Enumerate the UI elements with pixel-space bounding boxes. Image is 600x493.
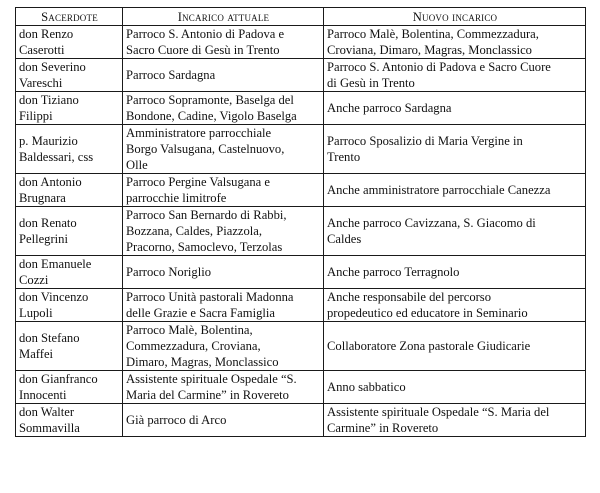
cell-text-line: don Vincenzo: [19, 290, 89, 304]
table-row: [16, 322, 586, 371]
table-row: [16, 26, 586, 59]
cell-nuovo-incarico: [324, 174, 586, 207]
cell-nuovo-incarico: [324, 207, 586, 256]
cell-text-line: Filippi: [19, 109, 53, 123]
cell-text-line: Parroco Sardagna: [126, 68, 216, 82]
cell-sacerdote: [16, 256, 123, 289]
cell-incarico-attuale: [123, 256, 324, 289]
cell-text-line: Parroco Pergine Valsugana e: [126, 175, 270, 189]
cell-incarico-attuale: [123, 59, 324, 92]
cell-sacerdote: [16, 59, 123, 92]
cell-text-line: Anche parroco Terragnolo: [327, 265, 460, 279]
cell-text-line: Parroco Sposalizio di Maria Vergine in: [327, 134, 523, 148]
table-row: [16, 256, 586, 289]
cell-text-line: Sommavilla: [19, 421, 80, 435]
cell-nuovo-incarico: [324, 289, 586, 322]
cell-text-line: Assistente spirituale Ospedale “S.: [126, 372, 297, 386]
cell-incarico-attuale: [123, 174, 324, 207]
cell-nuovo-incarico: [324, 26, 586, 59]
cell-text-line: don Emanuele: [19, 257, 92, 271]
cell-text-line: Anche parroco Sardagna: [327, 101, 452, 115]
cell-text-line: Maffei: [19, 347, 54, 361]
cell-sacerdote: [16, 289, 123, 322]
cell-text-line: don Walter: [19, 405, 75, 419]
cell-text-line: Amministratore parrocchiale: [126, 126, 272, 140]
table-row: [16, 289, 586, 322]
cell-text-line: Parroco Sopramonte, Baselga del: [126, 93, 294, 107]
cell-text-line: Brugnara: [19, 191, 66, 205]
cell-text-line: Innocenti: [19, 388, 67, 402]
cell-text-line: delle Grazie e Sacra Famiglia: [126, 306, 275, 320]
cell-text-line: don Gianfranco: [19, 372, 98, 386]
table-row: [16, 92, 586, 125]
cell-incarico-attuale: [123, 404, 324, 437]
table-row: [16, 207, 586, 256]
cell-text-line: don Antonio: [19, 175, 82, 189]
cell-text-line: Vareschi: [19, 76, 63, 90]
cell-text-line: Dimaro, Magras, Monclassico: [126, 355, 279, 369]
cell-text-line: Bondone, Cadine, Vigolo Baselga: [126, 109, 297, 123]
cell-text-line: Lupoli: [19, 306, 53, 320]
cell-sacerdote: [16, 92, 123, 125]
cell-text-line: Anche responsabile del percorso: [327, 290, 492, 304]
header-sacerdote: Sacerdote: [16, 8, 123, 26]
cell-text-line: Caldes: [327, 232, 362, 246]
cell-incarico-attuale: [123, 289, 324, 322]
cell-text-line: don Severino: [19, 60, 86, 74]
cell-text-line: don Renzo: [19, 27, 74, 41]
table-row: [16, 371, 586, 404]
cell-text-line: propedeutico ed educatore in Seminario: [327, 306, 528, 320]
cell-nuovo-incarico: [324, 404, 586, 437]
cell-nuovo-incarico: [324, 256, 586, 289]
cell-nuovo-incarico: [324, 59, 586, 92]
cell-text-line: Collaboratore Zona pastorale Giudicarie: [327, 339, 531, 353]
cell-text-line: Parroco San Bernardo di Rabbi,: [126, 208, 287, 222]
cell-text-line: Assistente spirituale Ospedale “S. Maria del: [327, 405, 550, 419]
cell-text-line: Cozzi: [19, 273, 49, 287]
cell-text-line: Carmine” in Rovereto: [327, 421, 439, 435]
cell-text-line: Anche amministratore parrocchiale Canezza: [327, 183, 551, 197]
cell-text-line: Bozzana, Caldes, Piazzola,: [126, 224, 263, 238]
cell-text-line: Baldessari, css: [19, 150, 94, 164]
cell-sacerdote: [16, 404, 123, 437]
cell-text-line: parrocchie limitrofe: [126, 191, 227, 205]
cell-text-line: Parroco S. Antonio di Padova e Sacro Cuore: [327, 60, 551, 74]
table-row: [16, 59, 586, 92]
table-row: [16, 174, 586, 207]
cell-sacerdote: [16, 174, 123, 207]
cell-incarico-attuale: [123, 92, 324, 125]
cell-nuovo-incarico: [324, 92, 586, 125]
table-row: [16, 404, 586, 437]
header-row: [16, 8, 586, 26]
cell-text-line: Parroco Malè, Bolentina,: [126, 323, 253, 337]
cell-text-line: Sacro Cuore di Gesù in Trento: [126, 43, 280, 57]
cell-text-line: Già parroco di Arco: [126, 413, 227, 427]
cell-sacerdote: [16, 371, 123, 404]
cell-incarico-attuale: [123, 26, 324, 59]
cell-text-line: Caserotti: [19, 43, 65, 57]
header-nuovo-incarico: Nuovo incarico: [324, 8, 586, 26]
table-row: [16, 125, 586, 174]
cell-text-line: Pracorno, Samoclevo, Terzolas: [126, 240, 283, 254]
cell-nuovo-incarico: [324, 322, 586, 371]
cell-text-line: Croviana, Dimaro, Magras, Monclassico: [327, 43, 532, 57]
cell-incarico-attuale: [123, 125, 324, 174]
cell-text-line: don Stefano: [19, 331, 80, 345]
cell-nuovo-incarico: [324, 371, 586, 404]
cell-text-line: Parroco Noriglio: [126, 265, 211, 279]
cell-sacerdote: [16, 322, 123, 371]
cell-text-line: don Tiziano: [19, 93, 79, 107]
cell-sacerdote: [16, 125, 123, 174]
cell-text-line: Parroco S. Antonio di Padova e: [126, 27, 285, 41]
cell-text-line: Pellegrini: [19, 232, 68, 246]
cell-text-line: Maria del Carmine” in Rovereto: [126, 388, 289, 402]
header-incarico-attuale: Incarico attuale: [123, 8, 324, 26]
cell-text-line: Anno sabbatico: [327, 380, 406, 394]
cell-text-line: Commezzadura, Croviana,: [126, 339, 261, 353]
cell-text-line: don Renato: [19, 216, 77, 230]
appointments-table: [15, 7, 586, 437]
cell-nuovo-incarico: [324, 125, 586, 174]
cell-text-line: Anche parroco Cavizzana, S. Giacomo di: [327, 216, 536, 230]
cell-text-line: di Gesù in Trento: [327, 76, 415, 90]
cell-text-line: Trento: [327, 150, 361, 164]
cell-text-line: Olle: [126, 158, 148, 172]
cell-sacerdote: [16, 207, 123, 256]
cell-incarico-attuale: [123, 322, 324, 371]
cell-incarico-attuale: [123, 371, 324, 404]
cell-text-line: p. Maurizio: [19, 134, 78, 148]
cell-sacerdote: [16, 26, 123, 59]
document-page: [15, 7, 585, 437]
cell-incarico-attuale: [123, 207, 324, 256]
cell-text-line: Borgo Valsugana, Castelnuovo,: [126, 142, 285, 156]
cell-text-line: Parroco Malè, Bolentina, Commezzadura,: [327, 27, 539, 41]
cell-text-line: Parroco Unità pastorali Madonna: [126, 290, 294, 304]
